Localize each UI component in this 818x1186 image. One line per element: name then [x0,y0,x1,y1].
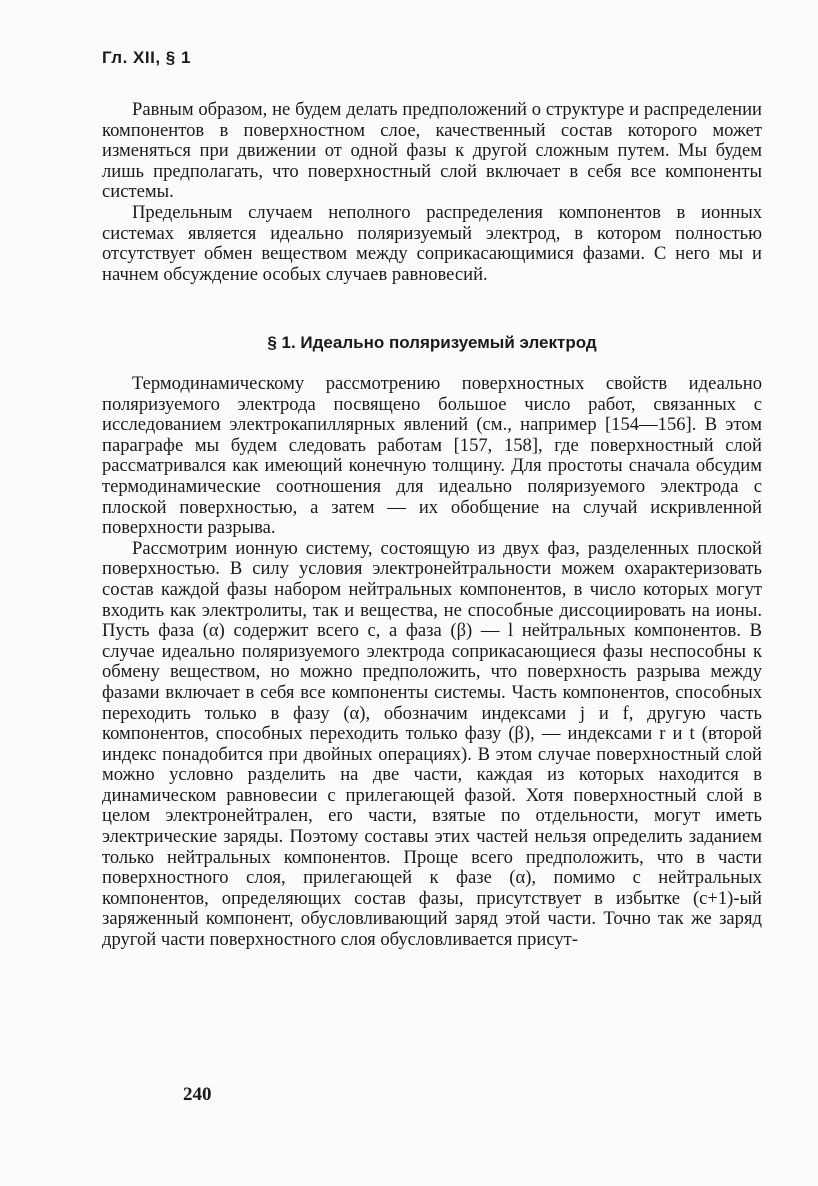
intro-text [102,100,762,285]
running-head: Гл. XII, § 1 [102,48,191,67]
page-number: 240 [183,1084,212,1105]
paragraph: Рассмотрим ионную систему, состоящую из двух фаз, разделенных плоской поверхностью. В силу условия электронейтральности можем охарактеризовать состав каждой фазы набором нейтральных компонентов, в число которых могут входить как электролиты, так и вещества, не способные диссоциировать на ионы. Пусть фаза (α) содержит всего c, а фаза (β) — l нейтральных компонентов. В случае идеально поляризуемого электрода соприкасающиеся фазы неспособны к обмену веществом, но можно предположить, что поверхность разрыва между фазами включает в себя все компоненты системы. Часть компонентов, способных переходить только в фазу (α), обозначим индексами j и f, другую часть компонентов, способных переходить только фазу (β), — индексами r и t (второй индекс понадобится при двойных операциях). В этом случае поверхностный слой можно условно разделить на две части, каждая из которых находится в динамическом равновесии с прилегающей фазой. Хотя поверхностный слой в целом электронейтрален, его части, взятые по отдельности, могут иметь электрические заряды. Поэтому составы этих частей нельзя определить заданием только нейтральных компонентов. Проще всего предположить, что в части поверхностного слоя, прилегающей к фазе (α), помимо c нейтральных компонентов, определяющих состав фазы, присутствует в избытке (c+1)-ый заряженный компонент, обусловливающий заряд этой части. Точно так же заряд другой части поверхностного слоя обусловливается присут- [102,537,762,951]
paragraph: Термодинамическому рассмотрению поверхностных свойств идеально поляризуемого электрода посвящено большое число работ, связанных с исследованием электрокапиллярных явлений (см., например [154—156]. В этом параграфе мы будем следовать работам [157, 158], где поверхностный слой рассматривался как имеющий конечную толщину. Для простоты сначала обсудим термодинамические соотношения для идеально поляризуемого электрода с плоской поверхностью, а затем — их обобщение на случай искривленной поверхности разрыва. [102,373,762,539]
paragraph: Равным образом, не будем делать предположений о структуре и распределении компонентов в поверхностном слое, качественный состав которого может изменяться при движении от одной фазы к другой сложным путем. Мы будем лишь предполагать, что поверхностный слой включает в себя все компоненты системы. [102,99,762,203]
section-body-text [102,374,762,951]
section-heading: § 1. Идеально поляризуемый электрод [267,333,597,352]
paragraph: Предельным случаем неполного распределения компонентов в ионных системах является идеально поляризуемый электрод, в котором полностью отсутствует обмен веществом между соприкасающимися фазами. С него мы и начнем обсуждение особых случаев равновесий. [102,201,762,285]
